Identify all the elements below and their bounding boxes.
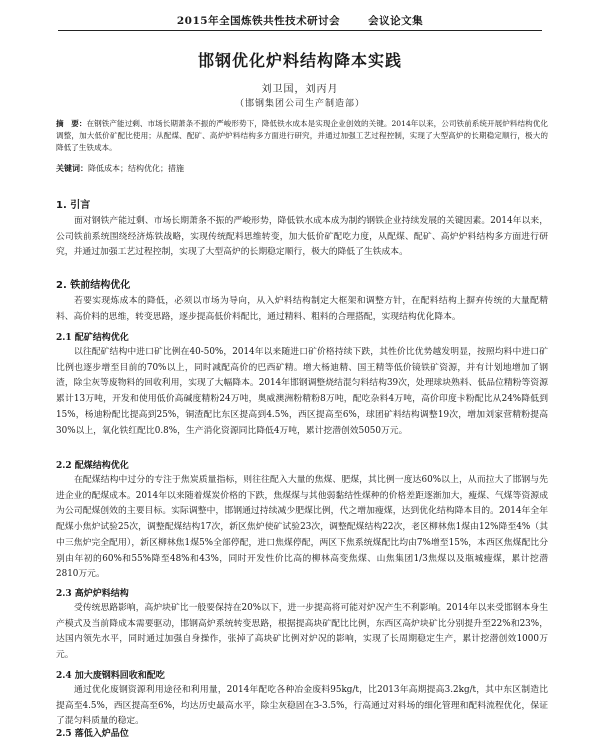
subsection-heading-scrap: 2.4 加大废钢料回收和配吃 — [56, 671, 165, 681]
paragraph-coal: 在配煤结构中过分的专注于焦炭质量指标，则往往配入大量的焦煤、肥煤，其比例一度达60%以上，从而拉大了邯钢与先进企业的配煤成本。2014年以来随着煤炭价格的下跌，焦煤煤与其他弱黏结性煤种的价格差距逐渐加大，瘦煤、气煤等资源成为公司配煤创效的主要目标。实际调整中，邯钢通过持续减少肥煤比例，代之增加瘦煤，达到优化结构降本目的。2014年全年配煤小焦炉试验25次，调整配煤结构17次，新区焦炉使矿试验23次，调整配煤结构22次，老区柳林焦1煤由12%降至4%（其中三焦炉完全配用），新区柳林焦1煤5%全部停配，进口焦煤停配，两区下焦系统煤配比均由7%增至15%，本西区焦煤配比分别由年初的60%和55%降至48%和43%，同时开发性价比高的柳林高变焦煤、山焦集团1/3焦煤以及瓶城瘦煤，累计挖潜2810万元。 — [56, 475, 548, 580]
subsection-heading-coal: 2.2 配煤结构优化 — [56, 461, 129, 471]
page-title: 邯钢优化炉料结构降本实践 — [197, 51, 402, 70]
section-name: 会议论文集 — [368, 15, 424, 27]
running-header — [58, 8, 542, 31]
paragraph-ore: 以往配矿结构中进口矿比例在40-50%，2014年以来随进口矿价格持续下跌，其性价比优势越发明显，按照均料中进口矿比例也逐步增至目前的70%以上，同时减配高价的巴西矿精。增大杨迪精、国王精等低价镜铁矿资源，并有计划地增加了钢渣，除尘灰等废物料的回收利用，实现了大幅降本。2014年邯钢调整烧结混匀料结构39次，处理球块熟料、低品位精粉等资源累计13万吨，开发和使用低价高碱度精粉24万吨，奥威澳洲粉精粉8万吨，配吃杂料4万吨，高价印度卡粉配比从24%降低到15%，杨迪粉配比提高到25%，铜渣配比东区提高到4.5%，西区提高至6%，球团矿料结构调整19次，增加刘家营精粉提高30%以上，氧化铁红配比0.8%，生产消化资源同比降低4万吨，累计挖潜创效5050万元。 — [56, 347, 548, 436]
section-heading-structure: 2. 铁前结构优化 — [56, 280, 131, 291]
abstract-text: 在钢铁产能过剩、市场长期萧条不振的严峻形势下，降低铁水成本是实现企业创效的关键。2014年以来，公司铁前系统开展炉料结构优化调整，加大低价矿配比使用；从配煤、配矿、高炉炉料结构多方面进行研究，并通过加强工艺过程控制，实现了大型高炉的长期稳定顺行，极大的降低了生铁成本。 — [56, 119, 548, 152]
keywords — [56, 162, 548, 175]
subsection-heading-burden: 2.3 高炉炉料结构 — [56, 589, 129, 599]
abstract — [56, 118, 548, 154]
journal-name: 2015年全国炼铁共性技术研讨会 — [176, 15, 341, 27]
paragraph-scrap: 通过优化废钢资源利用途径和利用量，2014年配吃各种冶金废料95kg/t，比2013年高期提高3.2kg/t，其中东区制造比提高至4.5%，西区提高至6%，均达历史最高水平，除尘灰稳固在3-3.5%，行高通过对料场的细化管理和配料流程优化，保证了混匀料质量的稳定。 — [56, 685, 548, 727]
abstract-label: 摘 要： — [56, 119, 87, 128]
paragraph-burden: 受传统思路影响，高炉块矿比一般要保持在20%以下，进一步提高将可能对炉况产生不利影响。2014年以来受邯钢本身生产模式及当前降成本需要驱动，邯钢高炉系统转变思路，根据提高块矿配比比例，东西区高炉块矿比分别提升至22%和23%，达国内领先水平，同时通过加强自身操作，张掉了高块矿比例对炉况的影响，实现了长周期稳定生产，累计挖潜创效1000万元。 — [56, 603, 548, 661]
authors: 刘卫国，刘丙月 — [261, 84, 339, 95]
keywords-text: 降低成本；结构优化；措施 — [88, 164, 184, 173]
subsection-heading-ore: 2.1 配矿结构优化 — [56, 333, 129, 343]
paragraph-intro: 面对钢铁产能过剩、市场长期萧条不振的严峻形势，降低铁水成本成为制约钢铁企业持续发展的关键因素。2014年以来，公司铁前系统围绕经济炼铁战略，实现传统配料思维转变，加大低价矿配吃力度，从配煤、配矿、高炉炉料结构多方面进行研究，并通过加强工艺过程控制，实现了大型高炉的长期稳定顺行，极大的降低了生铁成本。 — [56, 216, 548, 258]
paragraph-structure: 若要实现炼成本的降低，必须以市场为导向，从入炉料结构制定大框架和调整方针，在配料结构上摒弃传统的大量配精料、高价料的思维，转变思路，逐步提高低价料配比，通过精料、粗料的合理搭配，实现结构优化降本。 — [56, 296, 548, 322]
section-heading-intro: 1. 引言 — [56, 200, 91, 211]
keywords-label: 关键词： — [56, 163, 88, 173]
subsection-heading-grade: 2.5 落低入炉品位 — [56, 729, 129, 739]
affiliation: （邯钢集团公司生产制造部） — [234, 99, 365, 109]
